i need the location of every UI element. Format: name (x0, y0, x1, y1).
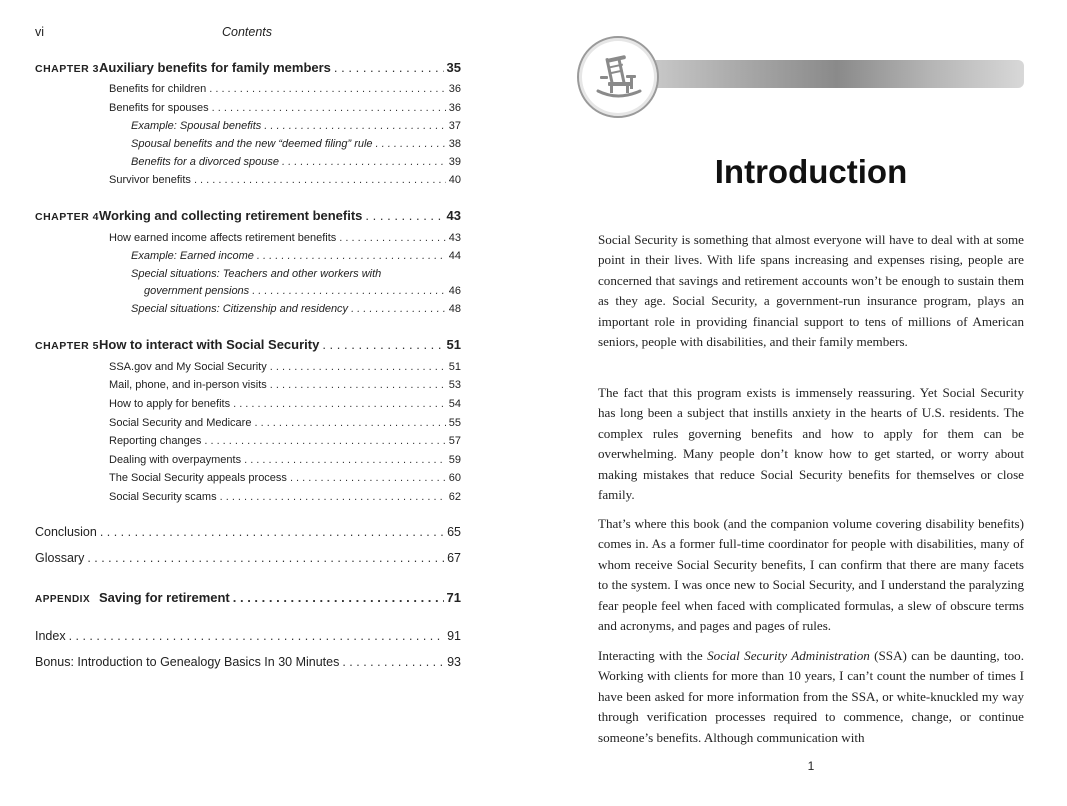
entry-title: Special situations: Citizenship and residency (131, 303, 349, 315)
leader-dots (351, 303, 446, 315)
toc-entry[interactable] (109, 454, 461, 466)
body-paragraph-3 (598, 514, 1024, 636)
page-number: 38 (448, 138, 461, 150)
leader-dots (252, 285, 446, 297)
leader-dots (339, 232, 446, 244)
leader-dots (244, 454, 446, 466)
toc-entry[interactable] (109, 232, 461, 244)
page-number: 55 (448, 417, 461, 429)
entry-title: Mail, phone, and in-person visits (109, 379, 267, 391)
leader-dots (270, 361, 446, 373)
page-number: 35 (446, 60, 461, 75)
leader-dots (334, 60, 444, 75)
toc-entry[interactable] (144, 285, 461, 297)
page-number: 36 (448, 83, 461, 95)
rocking-chair-icon (590, 49, 646, 105)
text-run: Interacting with the (598, 648, 708, 663)
entry-title: Social Security and Medicare (109, 417, 252, 429)
page-number: 43 (448, 232, 461, 244)
entry-title: Example: Earned income (131, 250, 254, 262)
page-number: 60 (448, 472, 461, 484)
paragraph-text: The fact that this program exists is immensely reassuring. Yet Social Security has long been a subject that instills anxiety in the hearts of U.S. residents. The complex rules governing benefits and how to apply for them can be overwhelming. Many people don’t know how to get started, or worry about making mistakes that reduce Social Security benefits for themselves or close family. (598, 385, 1024, 503)
toc-entry[interactable] (109, 83, 461, 95)
leader-dots (365, 208, 443, 223)
paragraph-text: That’s where this book (and the companion volume covering disability benefits) comes in. As a former full-time coordinator for people with disabilities, many of whom receive Social Security benefits, I can confirm that there are many facets to the system. I was once new to Social Security, and I understand the paralyzing fear people feel when faced with complicated formulas, a slew of obscure terms and acronyms, and pages and pages of rules. (598, 516, 1024, 634)
entry-title: Benefits for a divorced spouse (131, 156, 279, 168)
paragraph-text (598, 646, 1024, 748)
entry-title: SSA.gov and My Social Security (109, 361, 267, 373)
page-number: 39 (448, 156, 461, 168)
leader-dots (87, 551, 444, 565)
leader-dots (220, 491, 446, 503)
leader-dots (233, 590, 444, 605)
leader-dots (257, 250, 446, 262)
toc-chapter-3[interactable] (35, 60, 461, 75)
entry-title: The Social Security appeals process (109, 472, 287, 484)
leader-dots (342, 655, 444, 669)
page-number: 62 (448, 491, 461, 503)
chapter-title: Auxiliary benefits for family members (99, 60, 331, 75)
page-number: 71 (446, 590, 461, 605)
chapter-title: How to interact with Social Security (99, 337, 320, 352)
leader-dots (233, 398, 446, 410)
toc-entry[interactable] (109, 379, 461, 391)
text-run: (SSA) can be daunting, too. Working with clients for more than 10 years, I can’t count the number of times I have been asked for more information from the SSA, or white-knuckled my way through verification processes required to commence, change, or continue someone’s benefits. Although communication with (598, 648, 1024, 745)
leader-dots (209, 83, 446, 95)
toc-entry[interactable] (109, 361, 461, 373)
page-number: 44 (448, 250, 461, 262)
leader-dots (322, 337, 443, 352)
toc-entry-title-line[interactable]: Special situations: Teachers and other workers with (131, 268, 382, 280)
entry-title: How earned income affects retirement benefits (109, 232, 337, 244)
toc-entry[interactable] (131, 120, 461, 132)
toc-entry[interactable] (131, 303, 461, 315)
leader-dots (264, 120, 446, 132)
entry-title: Spousal benefits and the new “deemed filing” rule (131, 138, 373, 150)
page-number: 67 (447, 551, 461, 565)
entry-title: Dealing with overpayments (109, 454, 242, 466)
toc-index[interactable] (35, 629, 461, 643)
chapter-banner (650, 60, 1024, 88)
body-paragraph-1 (598, 230, 1024, 352)
toc-entry[interactable] (109, 174, 461, 186)
toc-chapter-4[interactable] (35, 208, 461, 223)
toc-conclusion[interactable] (35, 525, 461, 539)
page-number: 91 (447, 629, 461, 643)
page-number: 37 (448, 120, 461, 132)
leader-dots (204, 435, 445, 447)
page-number: 65 (447, 525, 461, 539)
body-paragraph-4 (598, 646, 1024, 748)
entry-title: Example: Spousal benefits (131, 120, 262, 132)
page-number: 48 (448, 303, 461, 315)
leader-dots (270, 379, 446, 391)
text-run-italic: Social Security Administration (707, 648, 870, 663)
chapter-emblem (577, 36, 659, 118)
page-number: 57 (448, 435, 461, 447)
toc-entry[interactable] (131, 250, 461, 262)
page-number: 43 (446, 208, 461, 223)
leader-dots (290, 472, 446, 484)
chapter-title: Working and collecting retirement benefits (99, 208, 363, 223)
entry-title: Conclusion (35, 525, 97, 539)
entry-title: Benefits for children (109, 83, 207, 95)
page-folio: 1 (807, 759, 815, 773)
toc-entry[interactable] (109, 417, 461, 429)
entry-title: Benefits for spouses (109, 102, 209, 114)
entry-title: Glossary (35, 551, 85, 565)
toc-entry[interactable] (109, 472, 461, 484)
chapter-key: CHAPTER 5 (35, 340, 100, 352)
leader-dots (254, 417, 445, 429)
toc-entry[interactable] (109, 491, 461, 503)
toc-entry[interactable] (131, 138, 461, 150)
page-number: 46 (448, 285, 461, 297)
toc-entry[interactable] (109, 435, 461, 447)
chapter-key: CHAPTER 3 (35, 63, 100, 75)
toc-appendix[interactable] (35, 590, 461, 605)
page-number: 59 (448, 454, 461, 466)
page-number: 54 (448, 398, 461, 410)
page-number: 51 (446, 337, 461, 352)
chapter-key: CHAPTER 4 (35, 211, 100, 223)
entry-title: Saving for retirement (99, 590, 230, 605)
paragraph-text: Social Security is something that almost everyone will have to deal with at some point in their lives. With life spans increasing and expenses rising, people are concerned that savings and retirement accounts won’t be enough to sustain them as they age. Social Security, a government-run insurance program, plays an important role in providing financial support to tens of millions of American seniors, people with disabilities, and their family members. (598, 232, 1024, 350)
toc-chapter-5[interactable] (35, 337, 461, 352)
running-head-folio: vi (35, 25, 45, 39)
entry-title: government pensions (144, 285, 250, 297)
page-number: 93 (447, 655, 461, 669)
page-title: Introduction (714, 153, 908, 190)
toc-entry[interactable] (131, 156, 461, 168)
toc-entry[interactable] (109, 102, 461, 114)
entry-title: Bonus: Introduction to Genealogy Basics In 30 Minutes (35, 655, 340, 669)
page-number: 36 (448, 102, 461, 114)
leader-dots (194, 174, 446, 186)
page-number: 51 (448, 361, 461, 373)
appendix-key: APPENDIX (35, 594, 91, 605)
toc-bonus[interactable] (35, 655, 461, 669)
toc-entry[interactable] (109, 398, 461, 410)
leader-dots (376, 138, 446, 150)
entry-title: Survivor benefits (109, 174, 191, 186)
page-number: 40 (448, 174, 461, 186)
running-head-title: Contents (222, 25, 273, 39)
entry-title: Reporting changes (109, 435, 202, 447)
page-number: 53 (448, 379, 461, 391)
leader-dots (100, 525, 444, 539)
body-paragraph-2 (598, 383, 1024, 505)
entry-title: Index (35, 629, 66, 643)
leader-dots (282, 156, 446, 168)
entry-title: How to apply for benefits (109, 398, 231, 410)
entry-title: Social Security scams (109, 491, 217, 503)
toc-glossary[interactable] (35, 551, 461, 565)
leader-dots (69, 629, 445, 643)
leader-dots (212, 102, 446, 114)
